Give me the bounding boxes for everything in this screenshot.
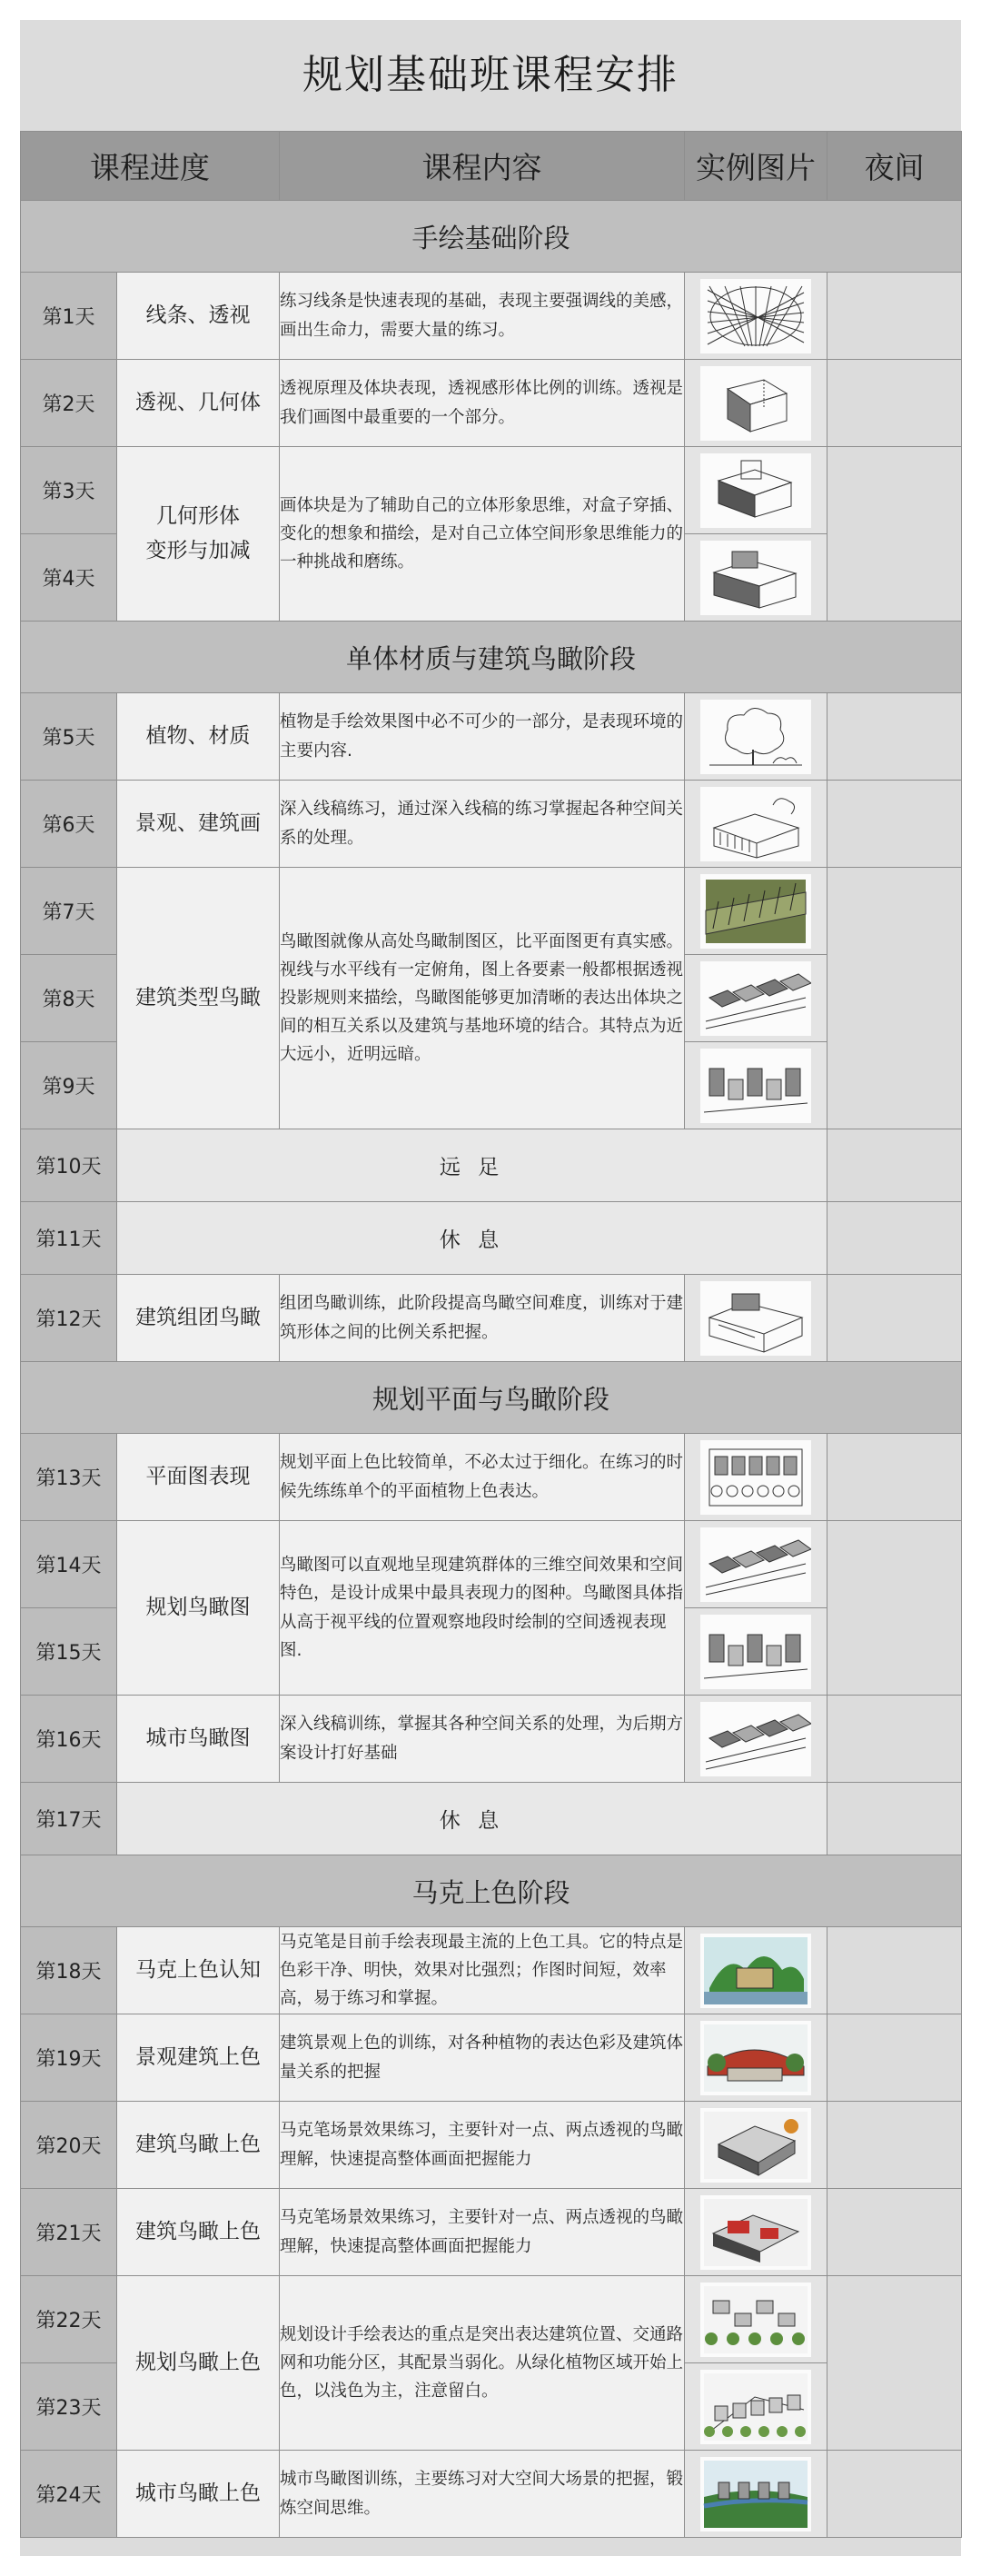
topic-label: 城市鸟瞰上色 [117, 2451, 280, 2538]
header-content: 课程内容 [280, 132, 685, 201]
table-row [21, 868, 962, 955]
phase-title: 规划平面与鸟瞰阶段 [21, 1362, 962, 1434]
topic-line: 变形与加减 [145, 538, 251, 562]
content-text: 画体块是为了辅助自己的立体形象思维，对盒子穿插、变化的想象和描绘，是对自己立体空间形象思维能力的一种挑战和磨练。 [280, 447, 685, 622]
topic-label: 规划鸟瞰上色 [117, 2276, 280, 2451]
topic-label [117, 447, 280, 622]
day-label: 第8天 [21, 955, 117, 1042]
content-text: 马克笔是目前手绘表现最主流的上色工具。它的特点是色彩干净、明快，效果对比强烈；作图时间短，效率高，易于练习和掌握。 [280, 1927, 685, 2014]
table-row [21, 1129, 962, 1202]
day-label: 第23天 [21, 2363, 117, 2451]
header-progress: 课程进度 [21, 132, 280, 201]
activity-note: 休 息 [117, 1202, 827, 1275]
topic-label: 城市鸟瞰图 [117, 1696, 280, 1783]
day-label: 第11天 [21, 1202, 117, 1275]
day-label: 第22天 [21, 2276, 117, 2363]
aerial-view-sketch-icon [700, 1702, 811, 1776]
phase-title: 马克上色阶段 [21, 1855, 962, 1927]
table-row [21, 2189, 962, 2276]
content-text: 马克笔场景效果练习，主要针对一点、两点透视的鸟瞰理解，快速提高整体画面把握能力 [280, 2102, 685, 2189]
day-label: 第19天 [21, 2014, 117, 2102]
box-perspective-sketch-icon [700, 541, 811, 615]
topic-label: 建筑鸟瞰上色 [117, 2102, 280, 2189]
topic-label: 景观建筑上色 [117, 2014, 280, 2102]
topic-line: 几何形体 [156, 503, 240, 528]
day-label: 第5天 [21, 693, 117, 781]
header-images: 实例图片 [685, 132, 827, 201]
content-text: 深入线稿练习，通过深入线稿的练习掌握起各种空间关系的处理。 [280, 781, 685, 868]
content-text: 城市鸟瞰图训练，主要练习对大空间大场景的把握，锻炼空间思维。 [280, 2451, 685, 2538]
day-label: 第7天 [21, 868, 117, 955]
day-label: 第18天 [21, 1927, 117, 2014]
phase-row [21, 201, 962, 273]
colored-marker-rendering-icon [700, 2283, 811, 2357]
day-label: 第15天 [21, 1608, 117, 1696]
colored-marker-rendering-icon [700, 2457, 811, 2531]
table-row [21, 693, 962, 781]
colored-marker-rendering-icon [700, 2370, 811, 2444]
colored-marker-rendering-icon [700, 2108, 811, 2183]
phase-title: 手绘基础阶段 [21, 201, 962, 273]
table-row [21, 447, 962, 534]
activity-note: 远 足 [117, 1129, 827, 1202]
colored-marker-rendering-icon [700, 1934, 811, 2008]
perspective-grid-sketch-icon [700, 279, 811, 353]
schedule-sheet [20, 20, 961, 2556]
table-row [21, 2014, 962, 2102]
table-row [21, 1275, 962, 1362]
content-text: 规划设计手绘表达的重点是突出表达建筑位置、交通路网和功能分区，其配景当弱化。从绿化植物区域开始上色，以浅色为主，注意留白。 [280, 2276, 685, 2451]
content-text: 组团鸟瞰训练，此阶段提高鸟瞰空间难度，训练对于建筑形体之间的比例关系把握。 [280, 1275, 685, 1362]
topic-label: 建筑鸟瞰上色 [117, 2189, 280, 2276]
content-text: 马克笔场景效果练习，主要针对一点、两点透视的鸟瞰理解，快速提高整体画面把握能力 [280, 2189, 685, 2276]
table-row [21, 1783, 962, 1855]
phase-row [21, 622, 962, 693]
table-row [21, 1521, 962, 1608]
activity-note: 休 息 [117, 1783, 827, 1855]
day-label: 第10天 [21, 1129, 117, 1202]
day-label: 第14天 [21, 1521, 117, 1608]
topic-label: 植物、材质 [117, 693, 280, 781]
topic-label: 景观、建筑画 [117, 781, 280, 868]
table-header-row [21, 132, 962, 201]
content-text: 植物是手绘效果图中必不可少的一部分，是表现环境的主要内容. [280, 693, 685, 781]
building-sketch-icon [700, 787, 811, 861]
box-perspective-sketch-icon [700, 453, 811, 528]
box-perspective-sketch-icon [700, 366, 811, 441]
content-text: 深入线稿训练，掌握其各种空间关系的处理，为后期方案设计打好基础 [280, 1696, 685, 1783]
phase-row [21, 1362, 962, 1434]
content-text: 规划平面上色比较简单，不必太过于细化。在练习的时候先练练单个的平面植物上色表达。 [280, 1434, 685, 1521]
day-label: 第20天 [21, 2102, 117, 2189]
table-row [21, 2276, 962, 2363]
content-text: 建筑景观上色的训练，对各种植物的表达色彩及建筑体量关系的把握 [280, 2014, 685, 2102]
topic-label: 透视、几何体 [117, 360, 280, 447]
day-label: 第2天 [21, 360, 117, 447]
phase-title: 单体材质与建筑鸟瞰阶段 [21, 622, 962, 693]
topic-label: 建筑组团鸟瞰 [117, 1275, 280, 1362]
table-row [21, 1696, 962, 1783]
content-text: 鸟瞰图可以直观地呈现建筑群体的三维空间效果和空间特色，是设计成果中最具表现力的图种。鸟瞰图具体指从高于视平线的位置观察地段时绘制的空间透视表现图. [280, 1521, 685, 1696]
aerial-view-sketch-icon [700, 961, 811, 1036]
day-label: 第16天 [21, 1696, 117, 1783]
colored-marker-rendering-icon [700, 2021, 811, 2095]
topic-label: 规划鸟瞰图 [117, 1521, 280, 1696]
day-label: 第24天 [21, 2451, 117, 2538]
day-label: 第21天 [21, 2189, 117, 2276]
table-row [21, 360, 962, 447]
day-label: 第17天 [21, 1783, 117, 1855]
table-row [21, 1927, 962, 2014]
day-label: 第1天 [21, 273, 117, 360]
day-label: 第3天 [21, 447, 117, 534]
aerial-view-sketch-icon [700, 1440, 811, 1515]
header-night: 夜间 [827, 132, 962, 201]
aerial-view-sketch-icon [700, 874, 811, 949]
aerial-view-sketch-icon [700, 1527, 811, 1602]
tree-sketch-icon [700, 700, 811, 774]
schedule-table [20, 131, 962, 2538]
table-row [21, 1202, 962, 1275]
content-text: 鸟瞰图就像从高处鸟瞰制图区，比平面图更有真实感。视线与水平线有一定俯角，图上各要素一般都根据透视投影规则来描绘，鸟瞰图能够更加清晰的表达出体块之间的相互关系以及建筑与基地环境的结合。其特点为近大远小，近明远暗。 [280, 868, 685, 1129]
table-row [21, 781, 962, 868]
phase-row [21, 1855, 962, 1927]
page-title: 规划基础班课程安排 [302, 52, 679, 98]
day-label: 第6天 [21, 781, 117, 868]
topic-label: 线条、透视 [117, 273, 280, 360]
aerial-view-sketch-icon [700, 1049, 811, 1123]
table-row [21, 2102, 962, 2189]
day-label: 第13天 [21, 1434, 117, 1521]
topic-label: 平面图表现 [117, 1434, 280, 1521]
content-text: 透视原理及体块表现，透视感形体比例的训练。透视是我们画图中最重要的一个部分。 [280, 360, 685, 447]
table-row [21, 1434, 962, 1521]
aerial-view-sketch-icon [700, 1615, 811, 1689]
colored-marker-rendering-icon [700, 2195, 811, 2270]
table-row [21, 2451, 962, 2538]
building-sketch-icon [700, 1281, 811, 1356]
content-text: 练习线条是快速表现的基础，表现主要强调线的美感，画出生命力，需要大量的练习。 [280, 273, 685, 360]
day-label: 第9天 [21, 1042, 117, 1129]
topic-label: 建筑类型鸟瞰 [117, 868, 280, 1129]
day-label: 第4天 [21, 534, 117, 622]
table-row [21, 273, 962, 360]
topic-label: 马克上色认知 [117, 1927, 280, 2014]
day-label: 第12天 [21, 1275, 117, 1362]
